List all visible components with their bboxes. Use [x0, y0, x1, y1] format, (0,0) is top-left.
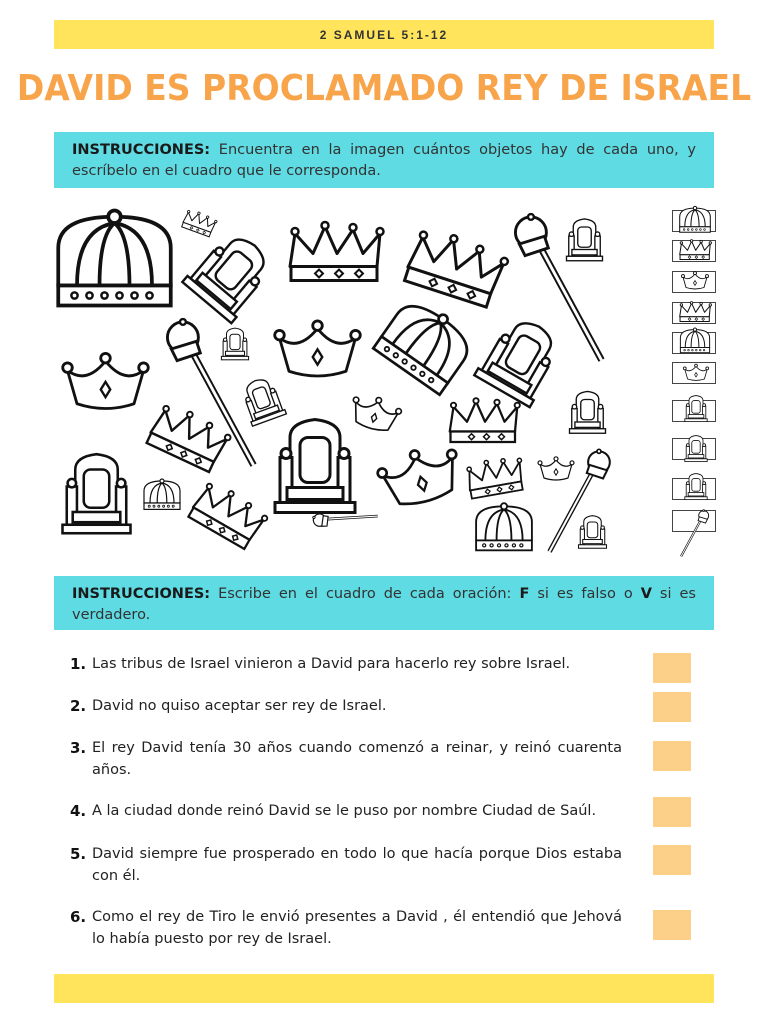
crown-icon [285, 215, 385, 290]
question-number: 4. [70, 802, 87, 820]
list-item [70, 843, 690, 887]
answer-box-6[interactable] [653, 910, 691, 940]
scepter-icon [545, 450, 615, 555]
list-item [70, 653, 690, 675]
question-text: Como el rey de Tiro le envió presentes a David , él entendió que Jehová lo había puesto por rey de Israel. [92, 909, 622, 947]
reference-banner [54, 20, 714, 49]
scepter-icon [508, 215, 608, 365]
list-item [70, 800, 690, 822]
crown-icon [180, 470, 275, 559]
crown-icon [678, 328, 712, 354]
instructions-text: si es falso o [529, 586, 641, 602]
crown-icon [680, 267, 710, 293]
instructions-box-2 [54, 576, 714, 630]
answer-box-1[interactable] [653, 653, 691, 683]
scepter-icon [678, 510, 712, 558]
throne-icon [682, 392, 710, 426]
crown-icon [52, 208, 177, 313]
question-text: David siempre fue prosperado en todo lo que hacía porque Dios estaba con él. [92, 846, 622, 884]
question-number: 3. [70, 739, 87, 757]
question-text: El rey David tenía 30 años cuando comenzó a reinar, y reinó cuarenta años. [92, 740, 622, 778]
question-number: 2. [70, 697, 87, 715]
instructions-text: Encuentra en la imagen cuántos objetos hay de cada uno, y escríbelo en el cuadro que le corresponda. [72, 142, 696, 179]
list-item [70, 737, 690, 781]
question-number: 1. [70, 655, 87, 673]
crown-icon [682, 358, 710, 386]
scepter-icon [160, 320, 260, 470]
crown-icon [678, 238, 712, 262]
question-text: David no quiso aceptar ser rey de Israel. [92, 698, 387, 714]
answer-box-3[interactable] [653, 741, 691, 771]
crown-icon [678, 206, 712, 234]
question-text: A la ciudad donde reinó David se le puso por nombre Ciudad de Saúl. [92, 803, 597, 819]
answer-box-5[interactable] [653, 845, 691, 875]
true-letter: V [640, 586, 652, 602]
answer-box-4[interactable] [653, 797, 691, 827]
false-letter: F [519, 586, 530, 602]
instructions-box-1 [54, 132, 714, 188]
footer-banner [54, 974, 714, 1003]
scripture-reference: 2 SAMUEL 5:1-12 [319, 27, 449, 42]
list-item [70, 906, 690, 950]
list-item [70, 695, 690, 717]
answer-box-2[interactable] [653, 692, 691, 722]
crown-icon [270, 305, 365, 390]
instructions-text: si es verdadero. [72, 586, 696, 623]
question-text: Las tribus de Israel vinieron a David para hacerlo rey sobre Israel. [92, 656, 571, 672]
crown-icon [678, 300, 712, 324]
page-title: DAVID ES PROCLAMADO REY DE ISRAEL [16, 66, 752, 109]
question-number: 6. [70, 908, 87, 926]
instructions-label: INSTRUCCIONES: [72, 586, 211, 602]
crown-icon [462, 450, 529, 505]
throne-icon [54, 435, 139, 555]
throne-icon [682, 432, 710, 466]
crown-icon [58, 335, 153, 425]
crown-icon [142, 475, 182, 515]
object-search-picture [50, 200, 730, 565]
instructions-text: Escribe en el cuadro de cada oración: [210, 586, 520, 602]
crown-icon [473, 502, 535, 554]
instructions-label: INSTRUCCIONES: [72, 142, 211, 158]
throne-icon [682, 470, 710, 504]
throne-icon [565, 382, 610, 444]
question-number: 5. [70, 845, 87, 863]
